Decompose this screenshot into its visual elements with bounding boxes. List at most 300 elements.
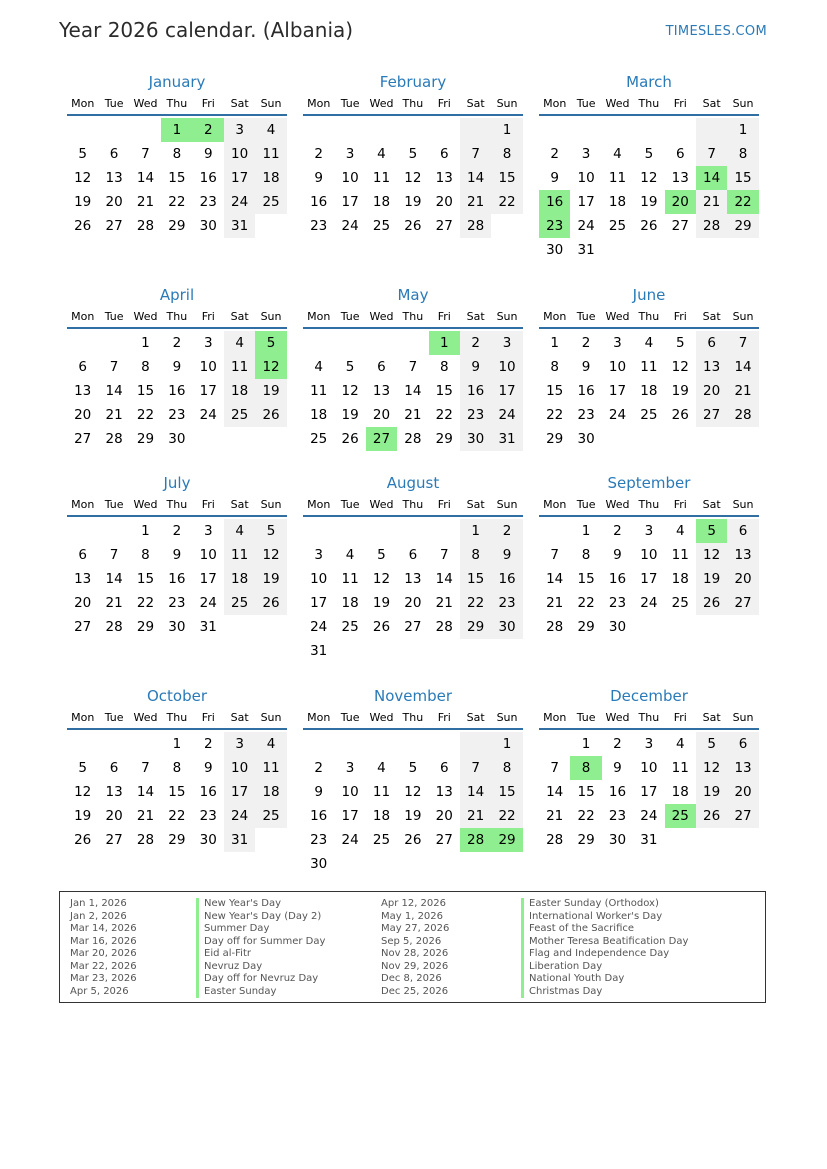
day-cell[interactable]: 27 (435, 832, 453, 848)
day-cell[interactable]: 19 (74, 194, 92, 210)
day-cell[interactable]: 23 (199, 808, 217, 824)
day-cell[interactable]: 2 (203, 736, 213, 752)
day-cell[interactable]: 3 (203, 335, 213, 351)
day-cell[interactable]: 23 (491, 591, 522, 615)
day-cell[interactable]: 2 (491, 519, 522, 543)
day-cell[interactable]: 2 (550, 146, 559, 162)
day-cell[interactable]: 12 (74, 784, 92, 800)
day-cell[interactable]: 18 (671, 571, 689, 587)
day-cell[interactable]: 5 (78, 760, 87, 776)
day-cell[interactable]: 9 (314, 170, 323, 186)
day-cell[interactable]: 22 (460, 591, 491, 615)
day-cell[interactable]: 26 (696, 591, 727, 615)
day-cell[interactable]: 1 (460, 519, 491, 543)
day-cell[interactable]: 7 (141, 760, 150, 776)
day-cell[interactable]: 8 (439, 359, 449, 375)
day-cell[interactable]: 7 (109, 547, 119, 563)
day-cell[interactable]: 31 (224, 828, 255, 852)
day-cell[interactable]: 24 (491, 403, 522, 427)
day-cell[interactable]: 19 (404, 808, 422, 824)
day-cell[interactable]: 27 (74, 431, 92, 447)
day-cell[interactable]: 1 (141, 523, 150, 539)
day-cell[interactable]: 2 (172, 523, 182, 539)
day-cell[interactable]: 2 (581, 335, 591, 351)
day-cell[interactable]: 21 (460, 804, 491, 828)
day-cell[interactable]: 16 (168, 383, 186, 399)
day-cell[interactable]: 3 (644, 736, 654, 752)
day-cell[interactable]: 13 (727, 756, 758, 780)
day-cell[interactable]: 8 (460, 543, 491, 567)
day-cell[interactable]: 13 (696, 355, 727, 379)
day-cell[interactable]: 23 (199, 194, 217, 210)
day-cell[interactable]: 11 (372, 170, 391, 186)
day-cell[interactable]: 10 (224, 142, 255, 166)
day-cell[interactable]: 30 (608, 619, 627, 635)
day-cell[interactable]: 13 (435, 170, 453, 186)
day-cell[interactable]: 18 (372, 194, 391, 210)
day-cell[interactable]: 18 (671, 784, 689, 800)
day-cell[interactable]: 12 (696, 543, 727, 567)
day-cell[interactable]: 17 (341, 194, 359, 210)
day-cell[interactable]: 10 (491, 355, 522, 379)
day-cell[interactable]: 31 (310, 643, 328, 659)
day-cell[interactable]: 24 (608, 407, 627, 423)
day-cell[interactable]: 8 (550, 359, 559, 375)
day-cell[interactable]: 30 (460, 427, 491, 451)
day-cell[interactable]: 16 (608, 784, 627, 800)
day-cell[interactable]: 8 (727, 142, 758, 166)
day-cell[interactable]: 23 (539, 214, 570, 238)
day-cell[interactable]: 13 (105, 170, 123, 186)
day-cell[interactable]: 7 (109, 359, 119, 375)
day-cell[interactable]: 11 (608, 170, 627, 186)
day-cell[interactable]: 26 (74, 218, 92, 234)
day-cell[interactable]: 4 (377, 146, 386, 162)
day-cell[interactable]: 19 (671, 383, 689, 399)
day-cell[interactable]: 25 (310, 431, 328, 447)
day-cell[interactable]: 24 (224, 190, 255, 214)
day-cell[interactable]: 19 (74, 808, 92, 824)
day-cell[interactable]: 7 (550, 760, 559, 776)
day-cell[interactable]: 22 (168, 808, 186, 824)
day-cell[interactable]: 29 (168, 832, 186, 848)
day-cell[interactable]: 24 (341, 832, 359, 848)
day-cell[interactable]: 30 (168, 431, 186, 447)
day-cell[interactable]: 20 (404, 595, 422, 611)
day-cell[interactable]: 9 (581, 359, 591, 375)
day-cell[interactable]: 3 (203, 523, 213, 539)
day-cell[interactable]: 16 (608, 571, 627, 587)
brand-logo-link[interactable]: TIMESLES.COM (665, 24, 767, 39)
day-cell[interactable]: 28 (136, 832, 155, 848)
day-cell[interactable]: 29 (136, 619, 155, 635)
day-cell[interactable]: 18 (255, 166, 286, 190)
day-cell[interactable]: 22 (491, 804, 522, 828)
day-cell[interactable]: 4 (314, 359, 323, 375)
day-cell[interactable]: 31 (199, 619, 217, 635)
day-cell[interactable]: 30 (491, 615, 522, 639)
day-cell[interactable]: 15 (168, 784, 186, 800)
day-cell[interactable]: 28 (460, 828, 491, 852)
day-cell[interactable]: 30 (199, 832, 217, 848)
day-cell[interactable]: 2 (613, 736, 622, 752)
day-cell[interactable]: 26 (74, 832, 92, 848)
day-cell[interactable]: 11 (255, 142, 286, 166)
day-cell[interactable]: 23 (577, 407, 595, 423)
day-cell[interactable]: 12 (404, 170, 422, 186)
day-cell[interactable]: 22 (577, 808, 595, 824)
day-cell[interactable]: 8 (491, 756, 522, 780)
day-cell[interactable]: 28 (105, 431, 123, 447)
day-cell[interactable]: 9 (491, 543, 522, 567)
day-cell[interactable]: 1 (141, 335, 150, 351)
day-cell[interactable]: 13 (404, 571, 422, 587)
day-cell[interactable]: 12 (255, 355, 286, 379)
day-cell[interactable]: 13 (105, 784, 123, 800)
day-cell[interactable]: 18 (608, 194, 627, 210)
day-cell[interactable]: 17 (341, 808, 359, 824)
day-cell[interactable]: 14 (696, 166, 727, 190)
day-cell[interactable]: 14 (546, 571, 564, 587)
day-cell[interactable]: 5 (696, 732, 727, 756)
day-cell[interactable]: 8 (172, 146, 182, 162)
day-cell[interactable]: 9 (550, 170, 559, 186)
day-cell[interactable]: 6 (439, 760, 449, 776)
day-cell[interactable]: 25 (341, 619, 359, 635)
day-cell[interactable]: 15 (136, 383, 155, 399)
day-cell[interactable]: 9 (172, 547, 182, 563)
day-cell[interactable]: 9 (172, 359, 182, 375)
day-cell[interactable]: 7 (696, 142, 727, 166)
day-cell[interactable]: 6 (78, 359, 87, 375)
day-cell[interactable]: 7 (439, 547, 449, 563)
day-cell[interactable]: 12 (404, 784, 422, 800)
day-cell[interactable]: 3 (224, 118, 255, 142)
day-cell[interactable]: 12 (696, 756, 727, 780)
day-cell[interactable]: 27 (366, 427, 397, 451)
day-cell[interactable]: 20 (372, 407, 391, 423)
day-cell[interactable]: 20 (105, 808, 123, 824)
day-cell[interactable]: 5 (408, 760, 418, 776)
day-cell[interactable]: 5 (408, 146, 418, 162)
day-cell[interactable]: 14 (105, 571, 123, 587)
day-cell[interactable]: 16 (199, 784, 217, 800)
day-cell[interactable]: 15 (435, 383, 453, 399)
day-cell[interactable]: 18 (372, 808, 391, 824)
day-cell[interactable]: 31 (640, 832, 658, 848)
day-cell[interactable]: 21 (435, 595, 453, 611)
day-cell[interactable]: 26 (640, 218, 658, 234)
day-cell[interactable]: 25 (372, 832, 391, 848)
day-cell[interactable]: 2 (460, 331, 491, 355)
day-cell[interactable]: 14 (105, 383, 123, 399)
day-cell[interactable]: 27 (727, 591, 758, 615)
day-cell[interactable]: 24 (577, 218, 595, 234)
day-cell[interactable]: 1 (161, 118, 192, 142)
day-cell[interactable]: 22 (727, 190, 758, 214)
day-cell[interactable]: 17 (224, 166, 255, 190)
day-cell[interactable]: 28 (105, 619, 123, 635)
day-cell[interactable]: 22 (168, 194, 186, 210)
day-cell[interactable]: 1 (727, 118, 758, 142)
day-cell[interactable]: 23 (608, 808, 627, 824)
day-cell[interactable]: 11 (341, 571, 359, 587)
day-cell[interactable]: 4 (224, 331, 255, 355)
day-cell[interactable]: 27 (105, 832, 123, 848)
day-cell[interactable]: 5 (255, 331, 286, 355)
day-cell[interactable]: 26 (404, 832, 422, 848)
day-cell[interactable]: 22 (577, 595, 595, 611)
day-cell[interactable]: 15 (460, 567, 491, 591)
day-cell[interactable]: 2 (613, 523, 622, 539)
day-cell[interactable]: 19 (255, 567, 286, 591)
day-cell[interactable]: 11 (224, 355, 255, 379)
day-cell[interactable]: 25 (608, 218, 627, 234)
day-cell[interactable]: 5 (696, 519, 727, 543)
day-cell[interactable]: 19 (640, 194, 658, 210)
day-cell[interactable]: 15 (168, 170, 186, 186)
day-cell[interactable]: 14 (435, 571, 453, 587)
day-cell[interactable]: 10 (341, 784, 359, 800)
day-cell[interactable]: 13 (435, 784, 453, 800)
day-cell[interactable]: 31 (577, 242, 595, 258)
day-cell[interactable]: 5 (345, 359, 355, 375)
day-cell[interactable]: 25 (640, 407, 658, 423)
day-cell[interactable]: 24 (310, 619, 328, 635)
day-cell[interactable]: 1 (429, 331, 460, 355)
day-cell[interactable]: 4 (675, 523, 685, 539)
day-cell[interactable]: 24 (224, 804, 255, 828)
day-cell[interactable]: 29 (460, 615, 491, 639)
day-cell[interactable]: 27 (404, 619, 422, 635)
day-cell[interactable]: 30 (608, 832, 627, 848)
day-cell[interactable]: 28 (136, 218, 155, 234)
day-cell[interactable]: 4 (644, 335, 654, 351)
day-cell[interactable]: 12 (341, 383, 359, 399)
day-cell[interactable]: 9 (203, 760, 213, 776)
day-cell[interactable]: 14 (546, 784, 564, 800)
day-cell[interactable]: 1 (581, 736, 591, 752)
day-cell[interactable]: 23 (460, 403, 491, 427)
day-cell[interactable]: 28 (404, 431, 422, 447)
day-cell[interactable]: 31 (224, 214, 255, 238)
day-cell[interactable]: 18 (341, 595, 359, 611)
day-cell[interactable]: 29 (491, 828, 522, 852)
day-cell[interactable]: 17 (640, 784, 658, 800)
day-cell[interactable]: 20 (696, 379, 727, 403)
day-cell[interactable]: 6 (78, 547, 87, 563)
day-cell[interactable]: 6 (408, 547, 418, 563)
day-cell[interactable]: 10 (224, 756, 255, 780)
day-cell[interactable]: 9 (203, 146, 213, 162)
day-cell[interactable]: 29 (546, 431, 564, 447)
day-cell[interactable]: 17 (608, 383, 627, 399)
day-cell[interactable]: 25 (224, 403, 255, 427)
day-cell[interactable]: 15 (577, 571, 595, 587)
day-cell[interactable]: 22 (435, 407, 453, 423)
day-cell[interactable]: 10 (577, 170, 595, 186)
day-cell[interactable]: 28 (460, 214, 491, 238)
day-cell[interactable]: 18 (310, 407, 328, 423)
day-cell[interactable]: 29 (577, 832, 595, 848)
day-cell[interactable]: 3 (491, 331, 522, 355)
day-cell[interactable]: 10 (341, 170, 359, 186)
day-cell[interactable]: 28 (435, 619, 453, 635)
day-cell[interactable]: 6 (439, 146, 449, 162)
day-cell[interactable]: 5 (255, 519, 286, 543)
day-cell[interactable]: 8 (581, 547, 591, 563)
day-cell[interactable]: 14 (460, 780, 491, 804)
day-cell[interactable]: 15 (577, 784, 595, 800)
day-cell[interactable]: 6 (696, 331, 727, 355)
day-cell[interactable]: 17 (199, 383, 217, 399)
day-cell[interactable]: 7 (408, 359, 418, 375)
day-cell[interactable]: 10 (199, 359, 217, 375)
day-cell[interactable]: 8 (570, 756, 601, 780)
day-cell[interactable]: 13 (671, 170, 689, 186)
day-cell[interactable]: 1 (172, 736, 182, 752)
day-cell[interactable]: 18 (255, 780, 286, 804)
day-cell[interactable]: 21 (105, 595, 123, 611)
day-cell[interactable]: 6 (675, 146, 685, 162)
day-cell[interactable]: 15 (136, 571, 155, 587)
day-cell[interactable]: 4 (377, 760, 386, 776)
day-cell[interactable]: 17 (640, 571, 658, 587)
day-cell[interactable]: 20 (665, 190, 696, 214)
day-cell[interactable]: 11 (255, 756, 286, 780)
day-cell[interactable]: 22 (546, 407, 564, 423)
day-cell[interactable]: 25 (224, 591, 255, 615)
day-cell[interactable]: 14 (136, 784, 155, 800)
day-cell[interactable]: 11 (671, 547, 689, 563)
day-cell[interactable]: 6 (727, 732, 758, 756)
day-cell[interactable]: 6 (377, 359, 386, 375)
day-cell[interactable]: 1 (491, 118, 522, 142)
day-cell[interactable]: 16 (168, 571, 186, 587)
day-cell[interactable]: 20 (74, 407, 92, 423)
day-cell[interactable]: 9 (613, 547, 622, 563)
day-cell[interactable]: 26 (696, 804, 727, 828)
day-cell[interactable]: 30 (546, 242, 564, 258)
day-cell[interactable]: 29 (577, 619, 595, 635)
day-cell[interactable]: 8 (491, 142, 522, 166)
day-cell[interactable]: 14 (460, 166, 491, 190)
day-cell[interactable]: 10 (640, 547, 658, 563)
day-cell[interactable]: 27 (105, 218, 123, 234)
day-cell[interactable]: 24 (640, 595, 658, 611)
day-cell[interactable]: 15 (491, 780, 522, 804)
day-cell[interactable]: 26 (671, 407, 689, 423)
day-cell[interactable]: 4 (675, 736, 685, 752)
day-cell[interactable]: 30 (577, 431, 595, 447)
day-cell[interactable]: 8 (141, 359, 150, 375)
day-cell[interactable]: 27 (435, 218, 453, 234)
day-cell[interactable]: 7 (727, 331, 758, 355)
day-cell[interactable]: 23 (608, 595, 627, 611)
day-cell[interactable]: 7 (141, 146, 150, 162)
day-cell[interactable]: 3 (345, 760, 355, 776)
day-cell[interactable]: 3 (613, 335, 622, 351)
day-cell[interactable]: 17 (199, 571, 217, 587)
day-cell[interactable]: 21 (136, 194, 155, 210)
day-cell[interactable]: 29 (435, 431, 453, 447)
day-cell[interactable]: 16 (310, 194, 328, 210)
day-cell[interactable]: 26 (404, 218, 422, 234)
day-cell[interactable]: 14 (136, 170, 155, 186)
day-cell[interactable]: 11 (671, 760, 689, 776)
day-cell[interactable]: 26 (255, 591, 286, 615)
day-cell[interactable]: 30 (310, 856, 328, 872)
day-cell[interactable]: 25 (372, 218, 391, 234)
day-cell[interactable]: 2 (193, 118, 224, 142)
day-cell[interactable]: 16 (199, 170, 217, 186)
day-cell[interactable]: 8 (172, 760, 182, 776)
day-cell[interactable]: 3 (224, 732, 255, 756)
day-cell[interactable]: 6 (727, 519, 758, 543)
day-cell[interactable]: 24 (640, 808, 658, 824)
day-cell[interactable]: 4 (345, 547, 355, 563)
day-cell[interactable]: 9 (314, 784, 323, 800)
day-cell[interactable]: 15 (727, 166, 758, 190)
day-cell[interactable]: 10 (608, 359, 627, 375)
day-cell[interactable]: 21 (696, 190, 727, 214)
day-cell[interactable]: 12 (372, 571, 391, 587)
day-cell[interactable]: 29 (136, 431, 155, 447)
day-cell[interactable]: 23 (310, 832, 328, 848)
day-cell[interactable]: 19 (372, 595, 391, 611)
day-cell[interactable]: 18 (224, 567, 255, 591)
day-cell[interactable]: 13 (74, 571, 92, 587)
day-cell[interactable]: 5 (78, 146, 87, 162)
day-cell[interactable]: 19 (404, 194, 422, 210)
day-cell[interactable]: 19 (341, 407, 359, 423)
day-cell[interactable]: 28 (546, 832, 564, 848)
day-cell[interactable]: 12 (640, 170, 658, 186)
day-cell[interactable]: 29 (168, 218, 186, 234)
day-cell[interactable]: 2 (314, 760, 323, 776)
day-cell[interactable]: 1 (581, 523, 591, 539)
day-cell[interactable]: 13 (74, 383, 92, 399)
day-cell[interactable]: 12 (671, 359, 689, 375)
day-cell[interactable]: 20 (435, 808, 453, 824)
day-cell[interactable]: 8 (141, 547, 150, 563)
day-cell[interactable]: 9 (460, 355, 491, 379)
day-cell[interactable]: 22 (136, 595, 155, 611)
day-cell[interactable]: 15 (546, 383, 564, 399)
day-cell[interactable]: 24 (199, 595, 217, 611)
day-cell[interactable]: 18 (224, 379, 255, 403)
day-cell[interactable]: 12 (255, 543, 286, 567)
day-cell[interactable]: 2 (314, 146, 323, 162)
day-cell[interactable]: 31 (491, 427, 522, 451)
day-cell[interactable]: 9 (613, 760, 622, 776)
day-cell[interactable]: 30 (168, 619, 186, 635)
day-cell[interactable]: 5 (675, 335, 685, 351)
day-cell[interactable]: 11 (640, 359, 658, 375)
day-cell[interactable]: 25 (671, 595, 689, 611)
day-cell[interactable]: 14 (404, 383, 422, 399)
day-cell[interactable]: 19 (696, 780, 727, 804)
day-cell[interactable]: 20 (727, 780, 758, 804)
day-cell[interactable]: 3 (581, 146, 591, 162)
day-cell[interactable]: 12 (74, 170, 92, 186)
day-cell[interactable]: 3 (314, 547, 323, 563)
day-cell[interactable]: 7 (550, 547, 559, 563)
day-cell[interactable]: 13 (727, 543, 758, 567)
day-cell[interactable]: 25 (255, 190, 286, 214)
day-cell[interactable]: 20 (435, 194, 453, 210)
day-cell[interactable]: 13 (372, 383, 391, 399)
